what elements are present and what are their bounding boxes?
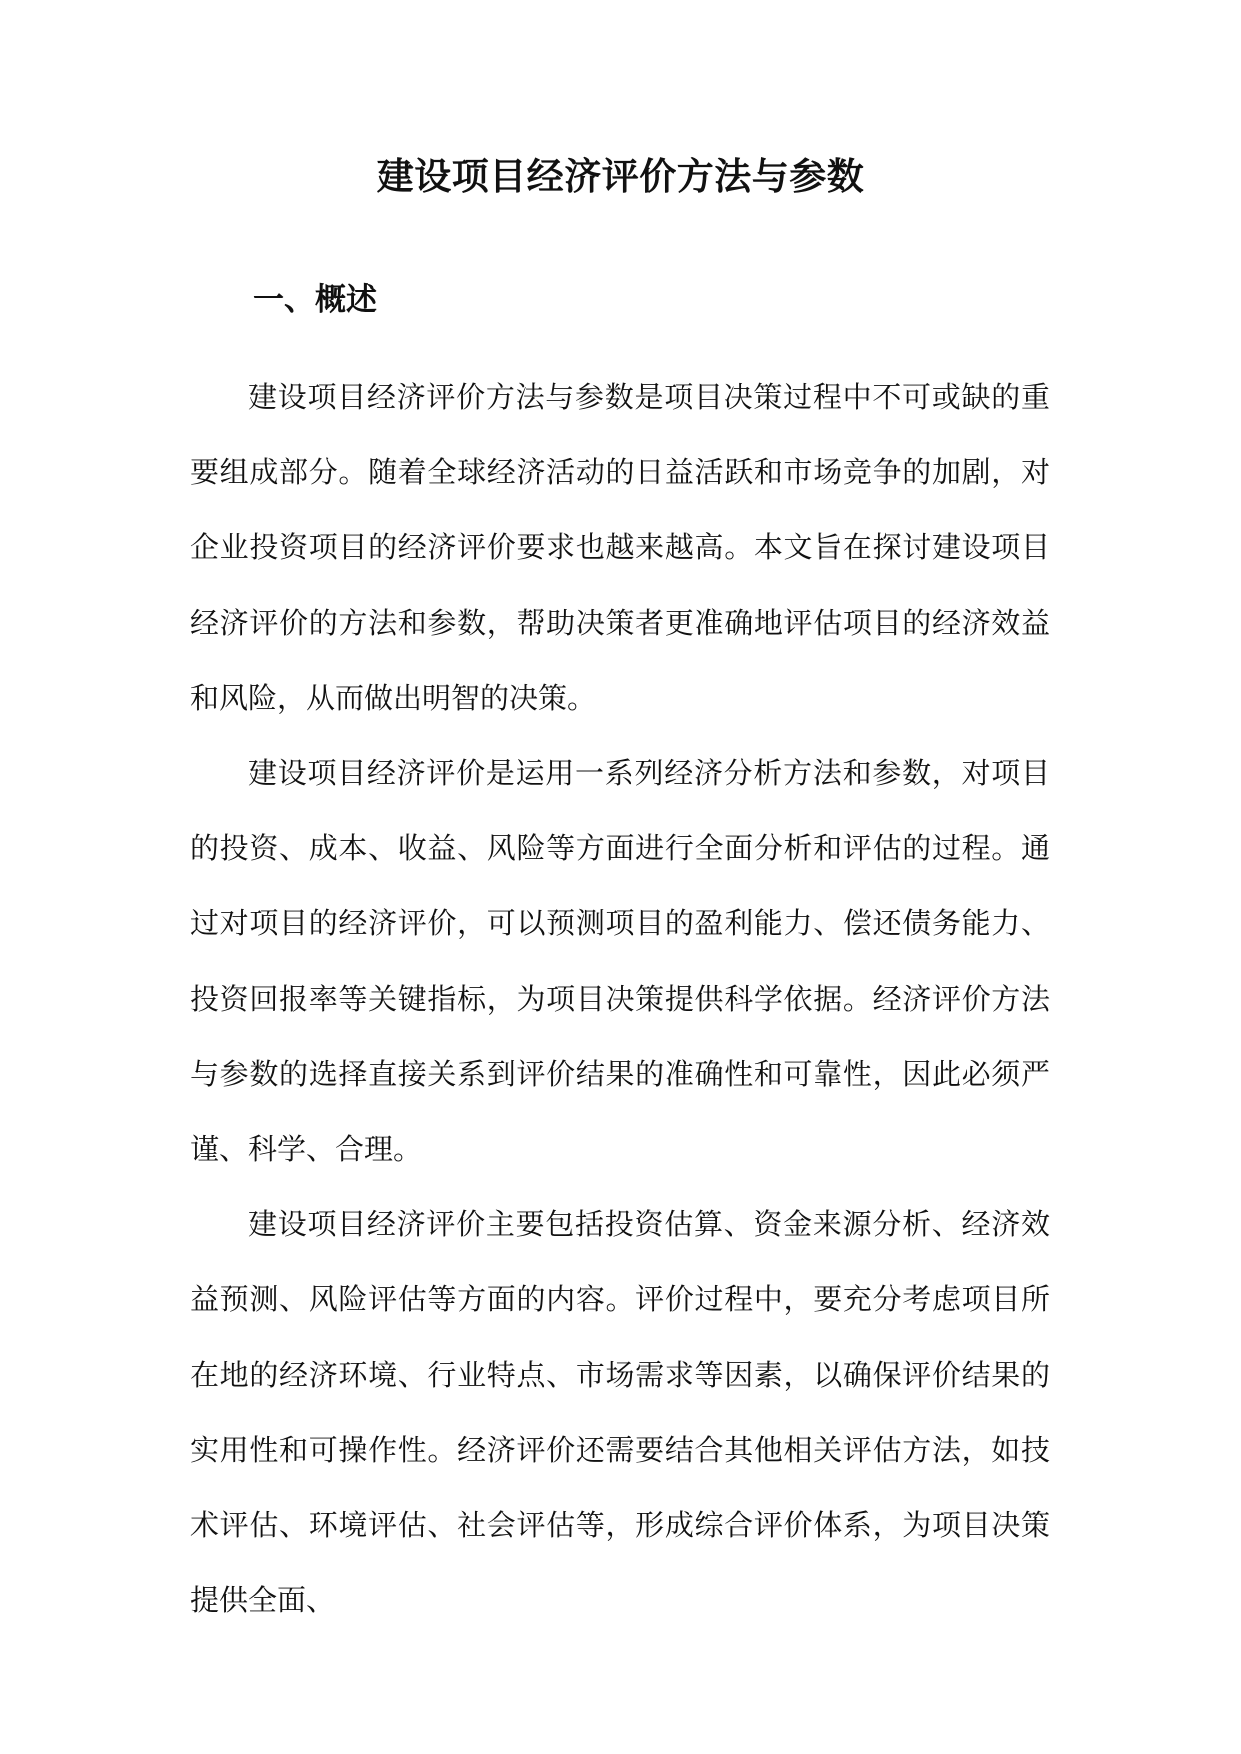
section-heading-overview: 一、概述 xyxy=(253,282,377,318)
document-title: 建设项目经济评价方法与参数 xyxy=(376,154,865,198)
paragraph-3: 建设项目经济评价主要包括投资估算、资金来源分析、经济效益预测、风险评估等方面的内容。评价过程中，要充分考虑项目所在地的经济环境、行业特点、市场需求等因素，以确保评价结果的实用性和可操作性。经济评价还需要结合其他相关评估方法，如技术评估、环境评估、社会评估等，形成综合评价体系，为项目决策提供全面、 xyxy=(190,1207,1050,1618)
section-body xyxy=(190,360,1050,1638)
paragraph-1: 建设项目经济评价方法与参数是项目决策过程中不可或缺的重要组成部分。随着全球经济活动的日益活跃和市场竞争的加剧，对企业投资项目的经济评价要求也越来越高。本文旨在探讨建设项目经济评价的方法和参数，帮助决策者更准确地评估项目的经济效益和风险，从而做出明智的决策。 xyxy=(190,380,1050,715)
paragraph-2: 建设项目经济评价是运用一系列经济分析方法和参数，对项目的投资、成本、收益、风险等方面进行全面分析和评估的过程。通过对项目的经济评价，可以预测项目的盈利能力、偿还债务能力、投资回报率等关键指标，为项目决策提供科学依据。经济评价方法与参数的选择直接关系到评价结果的准确性和可靠性，因此必须严谨、科学、合理。 xyxy=(190,756,1050,1167)
